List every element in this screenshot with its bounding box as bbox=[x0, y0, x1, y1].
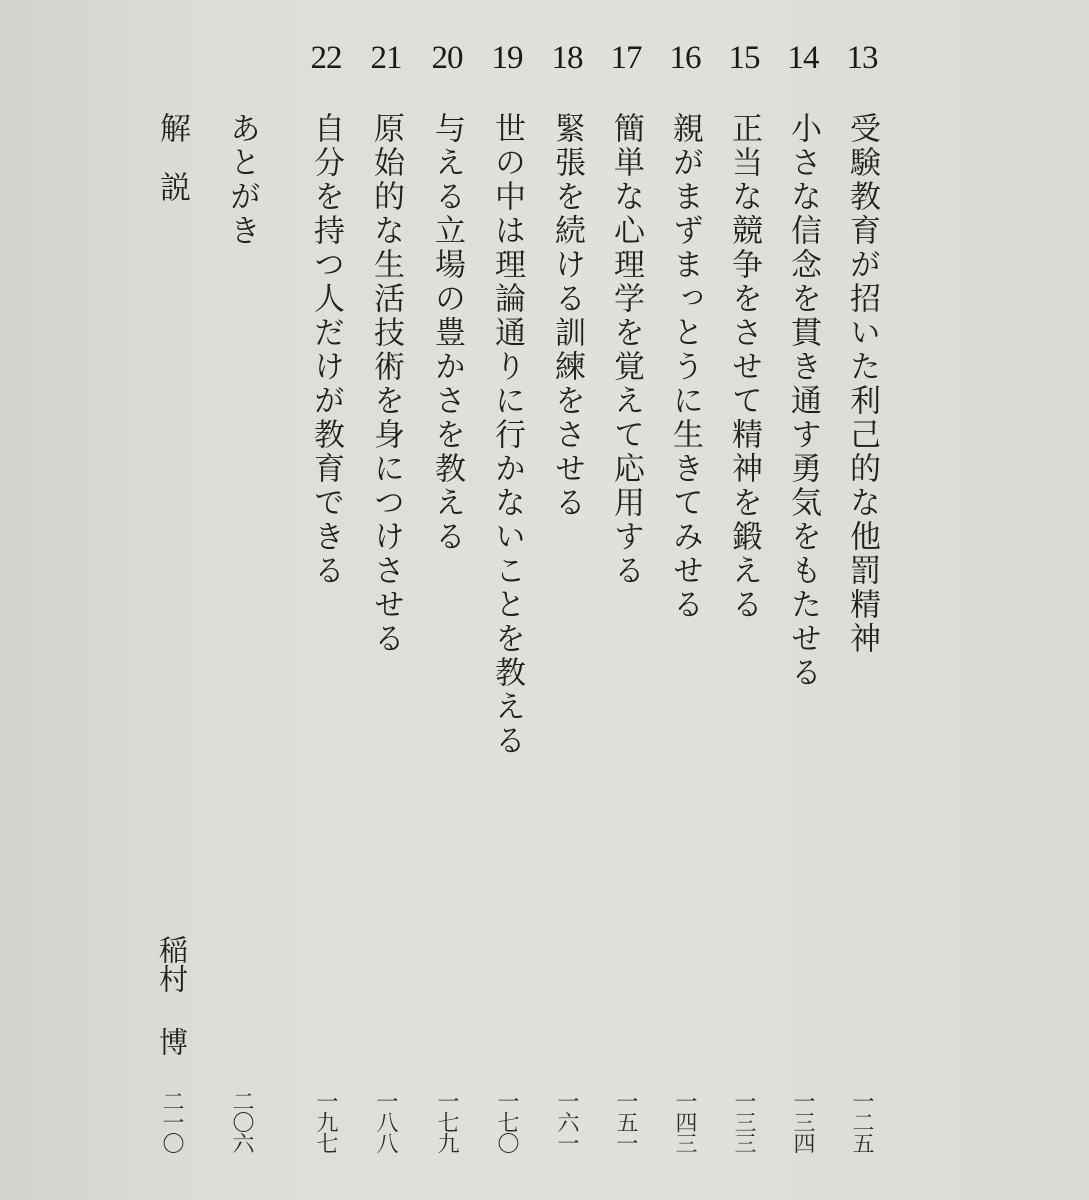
toc-entry[interactable] bbox=[537, 40, 597, 1190]
chapter-page: 一三四 bbox=[790, 1090, 815, 1153]
afterword-title: あとがき bbox=[224, 112, 260, 248]
chapter-number: 15 bbox=[728, 40, 760, 76]
commentary-title: 解説 bbox=[154, 112, 190, 230]
commentary-page: 二一〇 bbox=[159, 1090, 184, 1153]
chapter-title: 与える立場の豊かさを教える bbox=[429, 112, 465, 554]
chapter-number: 17 bbox=[610, 40, 642, 76]
chapter-number: 21 bbox=[370, 40, 402, 76]
chapter-title: 自分を持つ人だけが教育できる bbox=[308, 112, 344, 588]
chapter-page: 一七〇 bbox=[494, 1090, 519, 1153]
toc-entry[interactable] bbox=[477, 40, 537, 1190]
chapter-number: 18 bbox=[551, 40, 583, 76]
chapter-title: 小さな信念を貫き通す勇気をもたせる bbox=[785, 112, 821, 690]
commentary-author bbox=[154, 935, 190, 1056]
chapter-title: 正当な競争をさせて精神を鍛える bbox=[726, 112, 762, 622]
toc-entry[interactable] bbox=[655, 40, 715, 1190]
chapter-page: 一二五 bbox=[849, 1090, 874, 1153]
chapter-title: 世の中は理論通りに行かないことを教える bbox=[489, 112, 525, 758]
chapter-number: 16 bbox=[669, 40, 701, 76]
author-surname: 稲村 bbox=[155, 935, 189, 993]
chapter-number: 20 bbox=[431, 40, 463, 76]
chapter-title: 親がまずまっとうに生きてみせる bbox=[667, 112, 703, 622]
toc-entry[interactable] bbox=[356, 40, 416, 1190]
chapter-number: 19 bbox=[491, 40, 523, 76]
chapter-number: 13 bbox=[846, 40, 878, 76]
chapter-title: 受験教育が招いた利己的な他罰精神 bbox=[844, 112, 880, 656]
chapter-number: 14 bbox=[787, 40, 819, 76]
chapter-title: 緊張を続ける訓練をさせる bbox=[549, 112, 585, 520]
chapter-title: 簡単な心理学を覚えて応用する bbox=[608, 112, 644, 588]
author-given-name: 博 bbox=[155, 1027, 189, 1056]
toc-entry[interactable] bbox=[417, 40, 477, 1190]
chapter-page: 一七九 bbox=[434, 1090, 459, 1153]
toc-entry-commentary[interactable] bbox=[142, 40, 202, 1190]
chapter-page: 一八八 bbox=[373, 1090, 398, 1153]
chapter-page: 一九七 bbox=[313, 1090, 338, 1153]
toc-entry[interactable] bbox=[596, 40, 656, 1190]
toc-entry[interactable] bbox=[832, 40, 892, 1190]
chapter-page: 一四三 bbox=[672, 1090, 697, 1153]
chapter-page: 一五一 bbox=[613, 1090, 638, 1153]
toc-entry-afterword[interactable] bbox=[212, 40, 272, 1190]
chapter-title: 原始的な生活技術を身につけさせる bbox=[368, 112, 404, 656]
chapter-page: 一六一 bbox=[554, 1090, 579, 1153]
chapter-number: 22 bbox=[310, 40, 342, 76]
toc-entry[interactable] bbox=[296, 40, 356, 1190]
chapter-page: 一三三 bbox=[731, 1090, 756, 1153]
afterword-page: 二〇六 bbox=[229, 1090, 254, 1153]
toc-entry[interactable] bbox=[773, 40, 833, 1190]
toc-entry[interactable] bbox=[714, 40, 774, 1190]
